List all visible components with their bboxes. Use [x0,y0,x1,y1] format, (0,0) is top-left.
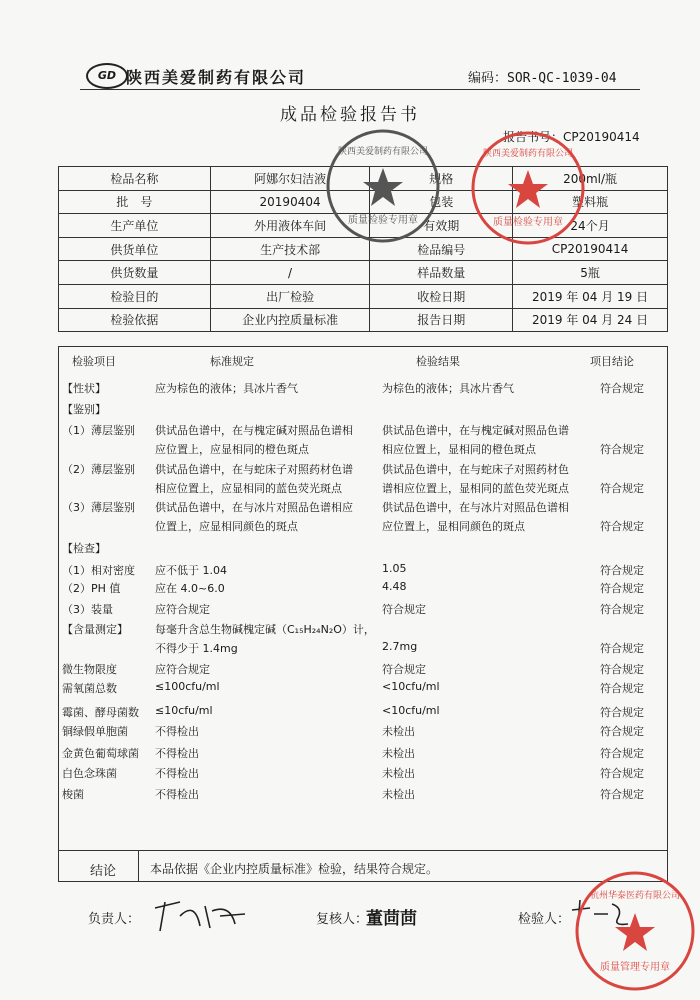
result-cell-std: 供试品色谱中，在与冰片对照品色谱相应 [155,501,353,514]
info-label: 检品名称 [59,167,211,191]
info-value: 企业内控质量标准 [210,308,370,332]
info-value: 出厂检验 [210,284,370,308]
result-cell-std: 应为棕色的液体；具冰片香气 [155,382,298,395]
result-cell-item: （2）PH 值 [62,582,121,595]
conclusion-label: 结论 [90,864,117,879]
stamp3-text: 杭州华泰医药有限公司 [589,891,681,901]
result-cell-result: 供试品色谱中，在与槐定碱对照品色谱 [382,424,569,437]
result-cell-item: 【鉴别】 [62,403,106,416]
result-cell-item: （2）薄层鉴别 [62,463,135,476]
result-cell-result: 谱相应位置上，显相同的蓝色荧光斑点 [382,482,569,495]
info-value: CP20190414 [513,237,668,261]
info-label: 检品编号 [370,237,513,261]
info-value: 生产技术部 [210,237,370,261]
result-cell-result: 符合规定 [382,663,426,676]
result-cell-item: 【性状】 [62,382,106,395]
result-cell-result: <10cfu/ml [382,704,440,717]
result-cell-item: 白色念珠菌 [62,767,117,780]
result-cell-conclusion: 符合规定 [600,582,644,595]
result-cell-std: ≤10cfu/ml [155,704,213,717]
result-cell-conclusion: 符合规定 [600,706,644,719]
stamp-red-text: 陕西美爱制药有限公司 [482,149,574,159]
conclusion-text: 本品依据《企业内控质量标准》检验，结果符合规定。 [150,862,439,876]
col-header-item: 检验项目 [72,355,116,368]
result-cell-item: 微生物限度 [62,663,117,676]
result-cell-conclusion: 符合规定 [600,603,644,616]
stamp-gray-text: 陕西美爱制药有限公司 [337,147,429,157]
result-cell-result: 2.7mg [382,640,418,653]
result-cell-conclusion: 符合规定 [600,725,644,738]
company-logo: GD [86,63,128,89]
document-title: 成品检验报告书 [280,105,420,125]
quality-stamp-red [468,128,588,248]
reviewer-label: 复核人： [316,912,369,927]
info-label: 检验目的 [59,284,211,308]
result-cell-conclusion: 符合规定 [600,382,644,395]
result-cell-std: 不得检出 [155,788,199,801]
result-cell-item: 霉菌、酵母菌数 [62,706,139,719]
info-label: 收检日期 [370,284,513,308]
result-cell-std: 应在 4.0~6.0 [155,582,225,595]
col-header-standard: 标准规定 [210,355,254,368]
info-row [59,308,668,332]
result-cell-result: 1.05 [382,562,407,575]
report-number: 报告书号：CP20190414 [503,130,640,144]
result-cell-conclusion: 符合规定 [600,682,644,695]
result-cell-item: 【检查】 [62,542,106,555]
result-cell-result: 供试品色谱中，在与冰片对照品色谱相 [382,501,569,514]
result-cell-conclusion: 符合规定 [600,520,644,533]
result-cell-item: 铜绿假单胞菌 [62,725,128,738]
info-value: / [210,261,370,285]
result-cell-result: 符合规定 [382,603,426,616]
document-number: 编码：SOR-QC-1039-04 [468,71,617,86]
info-value: 2019 年 04 月 19 日 [513,284,668,308]
result-cell-item: （1）薄层鉴别 [62,424,135,437]
info-value: 5瓶 [513,261,668,285]
result-cell-std: 不得检出 [155,747,199,760]
inspector-label: 检验人： [518,912,571,927]
info-label: 生产单位 [59,214,211,238]
result-cell-result: 未检出 [382,747,415,760]
result-cell-std: 供试品色谱中，在与槐定碱对照品色谱相 [155,424,353,437]
result-cell-item: 金黄色葡萄球菌 [62,747,139,760]
info-value: 2019 年 04 月 24 日 [513,308,668,332]
col-header-result: 检验结果 [416,355,460,368]
result-cell-std: 不得少于 1.4mg [155,642,238,655]
result-cell-std: 应符合规定 [155,663,210,676]
result-cell-std: 位置上，应显相同颜色的斑点 [155,520,298,533]
distributor-stamp-red [572,868,698,994]
info-value: 20190404 [210,190,370,214]
result-cell-conclusion: 符合规定 [600,642,644,655]
info-label: 检验依据 [59,308,211,332]
result-cell-item: 需氧菌总数 [62,682,117,695]
stamp-red-sub: 质量检验专用章 [493,217,563,228]
result-cell-result: 供试品色谱中，在与蛇床子对照药材色 [382,463,569,476]
result-cell-result: 应位置上，显相同颜色的斑点 [382,520,525,533]
result-cell-conclusion: 符合规定 [600,443,644,456]
info-label: 供货数量 [59,261,211,285]
result-cell-result: 未检出 [382,725,415,738]
result-cell-std: 不得检出 [155,725,199,738]
company-name: 陕西美爱制药有限公司 [126,68,307,87]
info-label: 规格 [370,167,513,191]
result-cell-conclusion: 符合规定 [600,564,644,577]
result-cell-conclusion: 符合规定 [600,767,644,780]
conclusion-divider [58,850,668,851]
result-cell-std: ≤100cfu/ml [155,680,220,693]
result-cell-conclusion: 符合规定 [600,663,644,676]
result-cell-item: 梭菌 [62,788,84,801]
result-cell-result: 为棕色的液体；具冰片香气 [382,382,514,395]
result-cell-result: 未检出 [382,788,415,801]
info-value: 24个月 [513,214,668,238]
stamp-gray-sub: 质量检验专用章 [348,215,418,226]
info-row [59,284,668,308]
info-value: 外用液体车间 [210,214,370,238]
responsible-label: 负责人： [88,912,141,927]
info-label: 包装 [370,190,513,214]
info-value: 200ml/瓶 [513,167,668,191]
result-cell-item: （3）装量 [62,603,113,616]
stamp3-sub: 质量管理专用章 [600,962,670,973]
info-label: 报告日期 [370,308,513,332]
result-cell-std: 供试品色谱中，在与蛇床子对照药材色谱 [155,463,353,476]
result-cell-item: （3）薄层鉴别 [62,501,135,514]
info-label: 批 号 [59,190,211,214]
result-cell-result: 未检出 [382,767,415,780]
result-cell-item: （1）相对密度 [62,564,135,577]
info-value: 阿娜尔妇洁液 [210,167,370,191]
responsible-signature [150,896,260,936]
conclusion-vdivider [138,850,139,881]
result-cell-conclusion: 符合规定 [600,747,644,760]
result-cell-item: 【含量测定】 [62,623,128,636]
info-label: 样品数量 [370,261,513,285]
result-cell-result: <10cfu/ml [382,680,440,693]
result-cell-std: 每毫升含总生物碱槐定碱（C₁₅H₂₄N₂O）计， [155,623,375,636]
result-cell-std: 应不低于 1.04 [155,564,227,577]
header-divider [80,89,640,90]
info-value: 塑料瓶 [513,190,668,214]
info-row [59,261,668,285]
result-cell-std: 应位置上，应显相同的橙色斑点 [155,443,309,456]
col-header-conclusion: 项目结论 [590,355,634,368]
result-cell-result: 4.48 [382,580,407,593]
quality-stamp-gray [323,126,443,246]
info-label: 供货单位 [59,237,211,261]
info-label: 有效期 [370,214,513,238]
result-cell-conclusion: 符合规定 [600,788,644,801]
result-cell-std: 不得检出 [155,767,199,780]
result-cell-conclusion: 符合规定 [600,482,644,495]
reviewer-signature: 董茴茴 [366,909,417,929]
results-box [58,346,668,882]
result-cell-std: 相应位置上，应显相同的蓝色荧光斑点 [155,482,342,495]
result-cell-result: 相应位置上，显相同的橙色斑点 [382,443,536,456]
result-cell-std: 应符合规定 [155,603,210,616]
